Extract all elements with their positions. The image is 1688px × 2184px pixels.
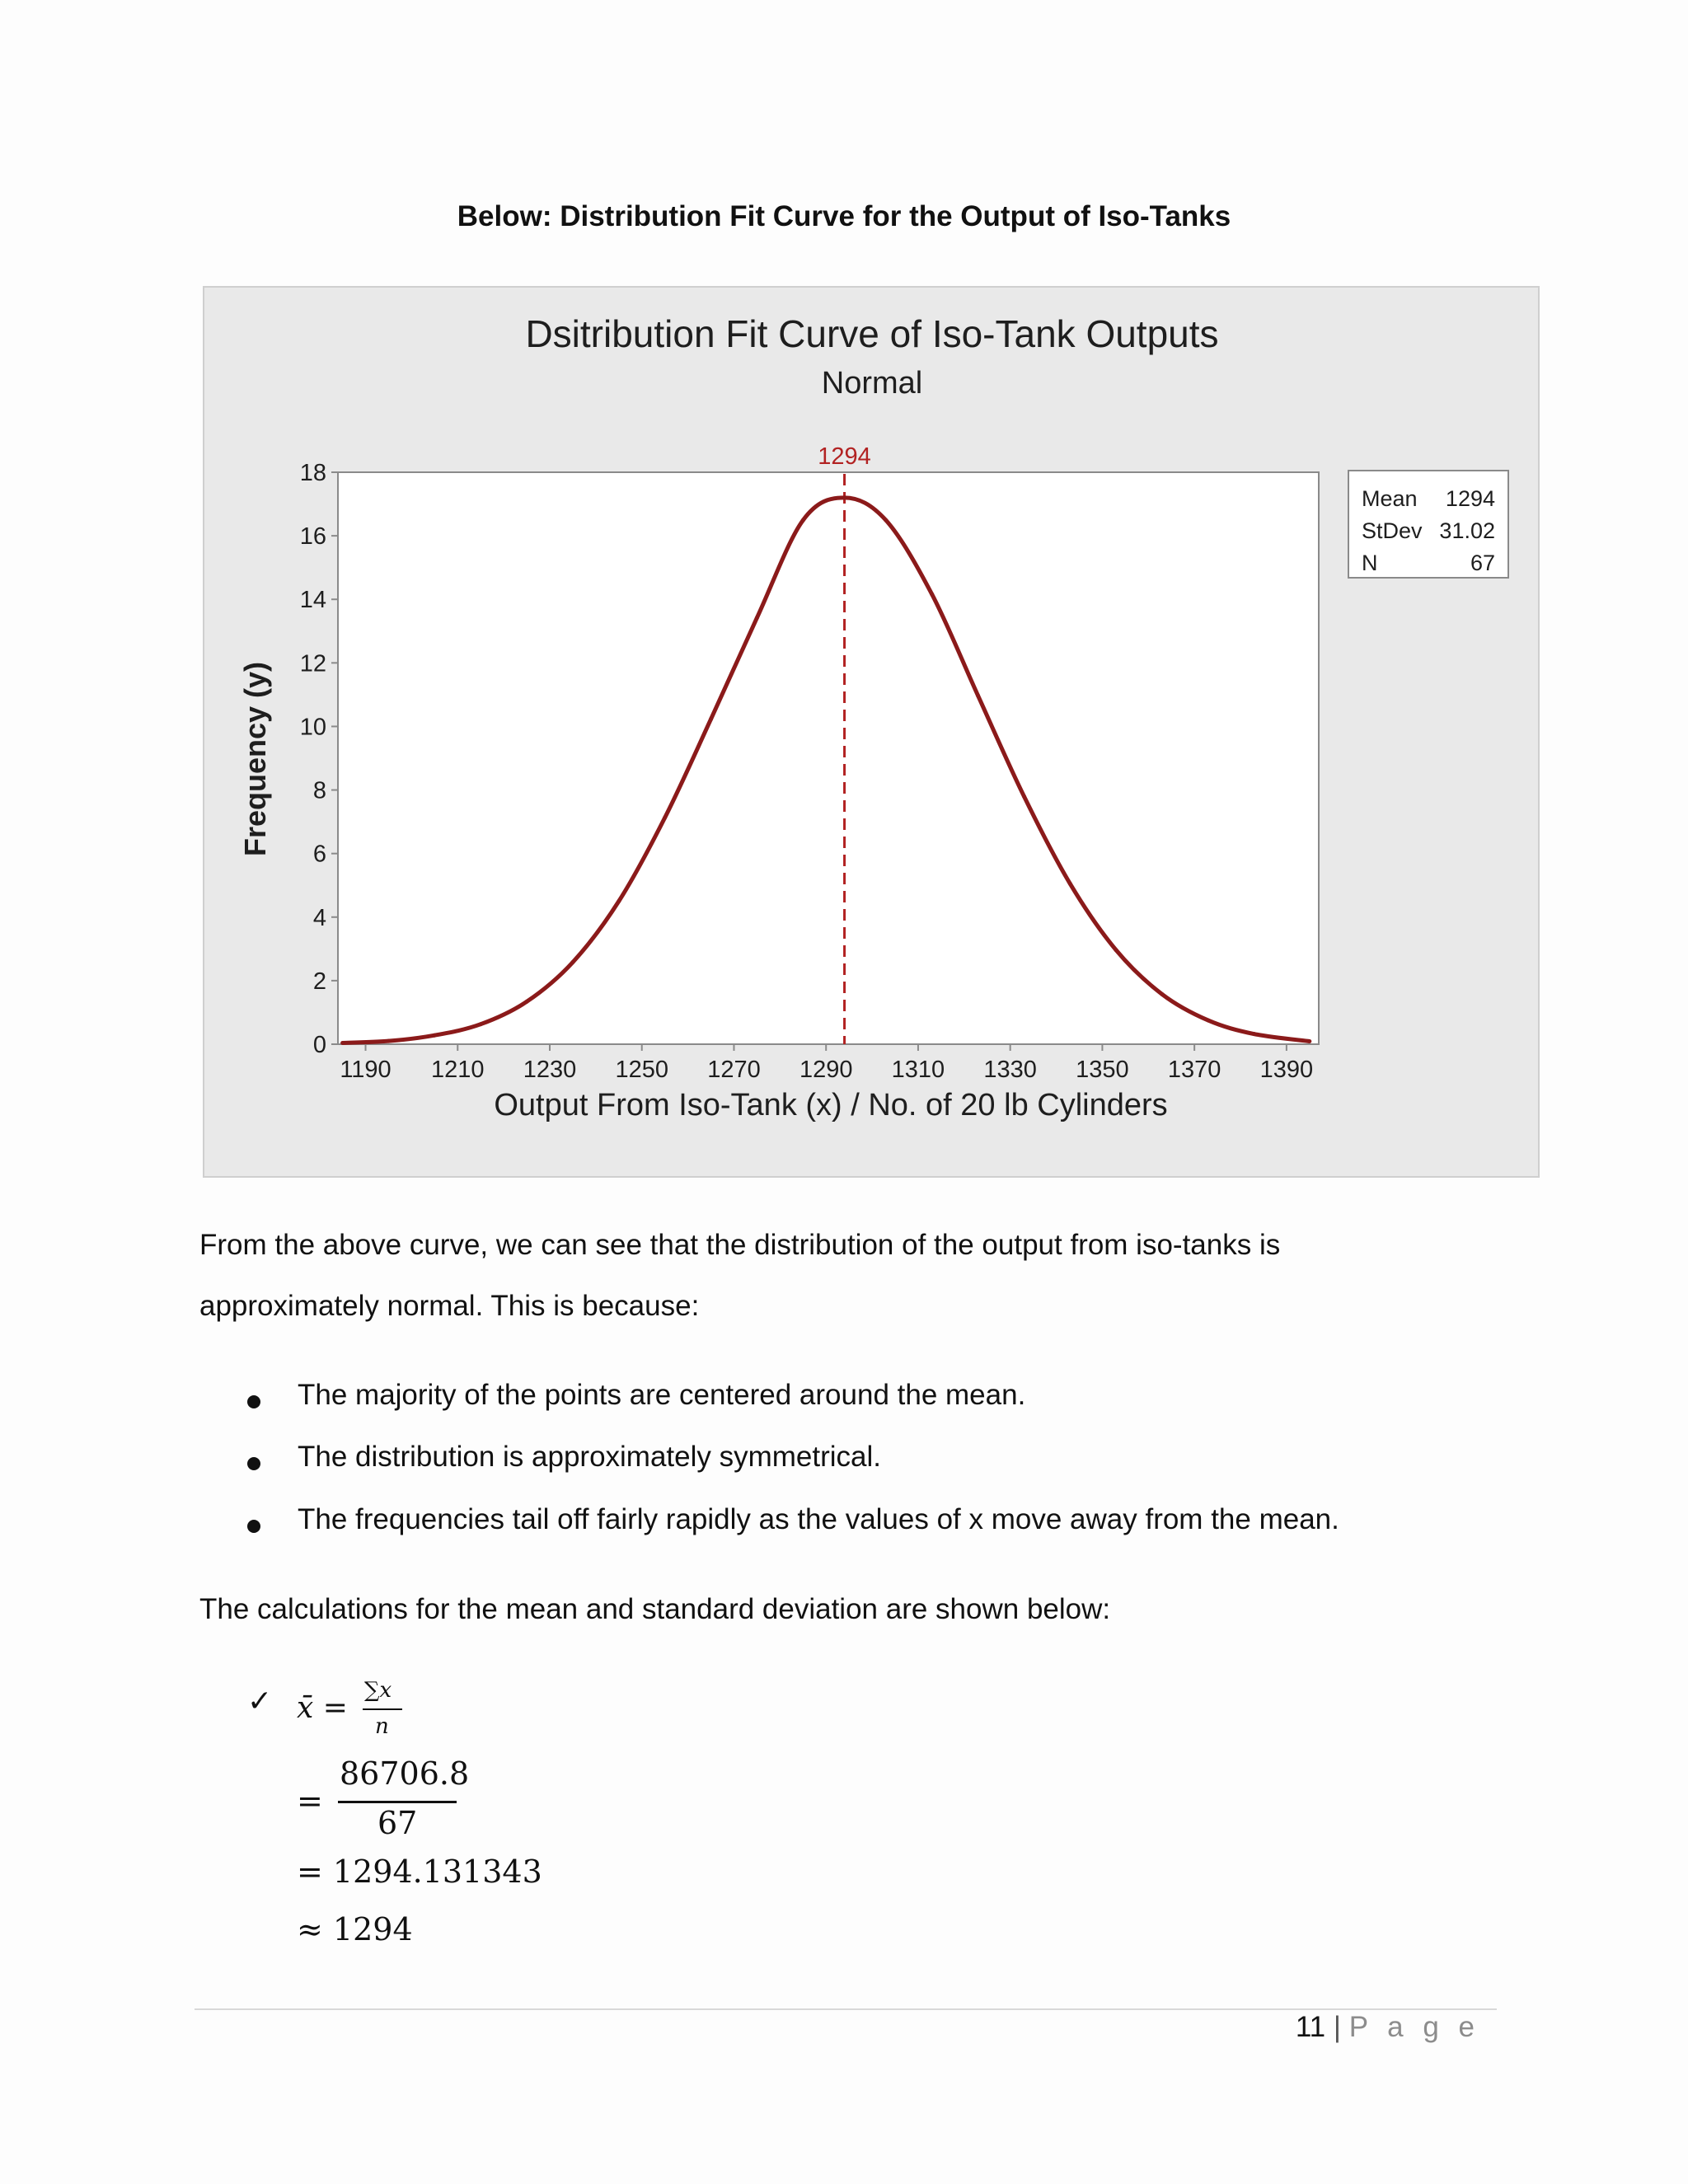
x-tick-label: 1190	[340, 1057, 392, 1083]
mean-symbol: x̄ =	[297, 1691, 348, 1725]
x-tick-label: 1290	[799, 1057, 853, 1083]
curve-point	[1252, 1032, 1256, 1036]
bullet-dot	[247, 1520, 260, 1533]
curve-point	[842, 495, 846, 499]
fraction-bar	[363, 1708, 402, 1710]
chart-panel	[203, 286, 1540, 1178]
legend-stdev-value: 31.02	[1439, 518, 1495, 543]
sum-numerator: ∑x	[364, 1678, 392, 1703]
x-tick-label: 1330	[983, 1057, 1037, 1083]
legend-n-value: 67	[1470, 551, 1495, 575]
bullet-dot	[247, 1395, 260, 1408]
y-tick-label: 14	[299, 587, 326, 614]
mean-marker-label: 1294	[818, 443, 871, 470]
x-tick-label: 1370	[1167, 1057, 1221, 1083]
bullet-dot	[247, 1457, 260, 1470]
page-number: 11	[1295, 2011, 1326, 2043]
curve-point	[755, 616, 759, 620]
y-tick-label: 10	[299, 714, 326, 741]
legend-stdev-label: StDev	[1362, 518, 1423, 543]
y-tick-label: 0	[312, 1032, 326, 1058]
x-tick-label: 1350	[1076, 1057, 1129, 1083]
curve-point	[1206, 1019, 1210, 1023]
chart-title: Dsitribution Fit Curve of Iso-Tank Outputs	[525, 312, 1219, 355]
curve-point	[663, 816, 667, 820]
page-footer	[1296, 2011, 1480, 2044]
result-line: = 1294.131343	[297, 1854, 542, 1890]
y-tick-label: 2	[312, 968, 326, 995]
curve-point	[1307, 1039, 1311, 1043]
approx-line: ≈ 1294	[297, 1911, 413, 1947]
curve-point	[1068, 882, 1072, 886]
curve-point	[387, 1039, 391, 1043]
chart-subtitle: Normal	[821, 366, 923, 401]
paragraph-line-2: approximately normal. This is because:	[199, 1290, 700, 1322]
x-tick-label: 1230	[523, 1057, 577, 1083]
footer-separator: |	[1333, 2011, 1341, 2043]
curve-point	[709, 717, 713, 721]
x-axis-label: Output From Iso-Tank (x) / No. of 20 lb Cylinders	[494, 1088, 1168, 1122]
x-tick-label: 1270	[707, 1057, 761, 1083]
x-axis	[340, 1044, 1313, 1083]
curve-point	[884, 518, 888, 523]
footer-divider	[195, 2008, 1497, 2010]
equals-sign: =	[297, 1783, 323, 1819]
bullet-item: The majority of the points are centered around the mean.	[298, 1379, 1026, 1411]
curve-point	[976, 694, 980, 698]
checkmark-icon: ✓	[247, 1685, 273, 1718]
plot-area	[338, 472, 1319, 1044]
curve-point	[1114, 948, 1118, 952]
denominator-n: n	[375, 1714, 389, 1739]
figure-caption: Below: Distribution Fit Curve for the Output of Iso-Tanks	[457, 200, 1231, 232]
curve-point	[570, 960, 574, 964]
y-axis-label: Frequency (y)	[238, 661, 272, 857]
fraction-bar	[338, 1801, 457, 1803]
y-tick-label: 12	[299, 650, 326, 677]
stats-legend	[1348, 471, 1508, 578]
y-tick-label: 8	[312, 777, 326, 804]
paragraph-2: The calculations for the mean and standard deviation are shown below:	[199, 1593, 1111, 1625]
curve-point	[433, 1033, 437, 1038]
distribution-chart	[204, 288, 1538, 1176]
page-word: P a g e	[1348, 2011, 1480, 2043]
legend-n-label: N	[1362, 551, 1378, 575]
curve-point	[1160, 992, 1165, 996]
bullet-item: The frequencies tail off fairly rapidly as the values of x move away from the mean.	[298, 1503, 1339, 1535]
y-tick-label: 16	[299, 523, 326, 551]
y-axis	[300, 460, 338, 1058]
curve-point	[1022, 794, 1026, 799]
curve-point	[930, 593, 934, 597]
curve-point	[617, 899, 621, 903]
x-tick-label: 1210	[431, 1057, 485, 1083]
legend-mean-label: Mean	[1362, 486, 1418, 511]
bullet-item: The distribution is approximately symmetrical.	[298, 1441, 882, 1473]
y-tick-label: 6	[312, 841, 326, 868]
y-tick-label: 18	[299, 460, 326, 486]
x-tick-label: 1250	[615, 1057, 668, 1083]
curve-point	[801, 518, 805, 523]
x-tick-label: 1310	[891, 1057, 945, 1083]
curve-point	[479, 1022, 483, 1026]
numerator-value: 86706.8	[340, 1755, 470, 1792]
curve-point	[340, 1041, 345, 1045]
curve-point	[525, 1000, 529, 1004]
x-tick-label: 1390	[1259, 1057, 1314, 1083]
paragraph-line-1: From the above curve, we can see that the distribution of the output from iso-tanks is	[199, 1229, 1281, 1261]
denominator-value: 67	[377, 1805, 418, 1841]
legend-mean-value: 1294	[1445, 486, 1495, 511]
y-tick-label: 4	[312, 904, 326, 931]
